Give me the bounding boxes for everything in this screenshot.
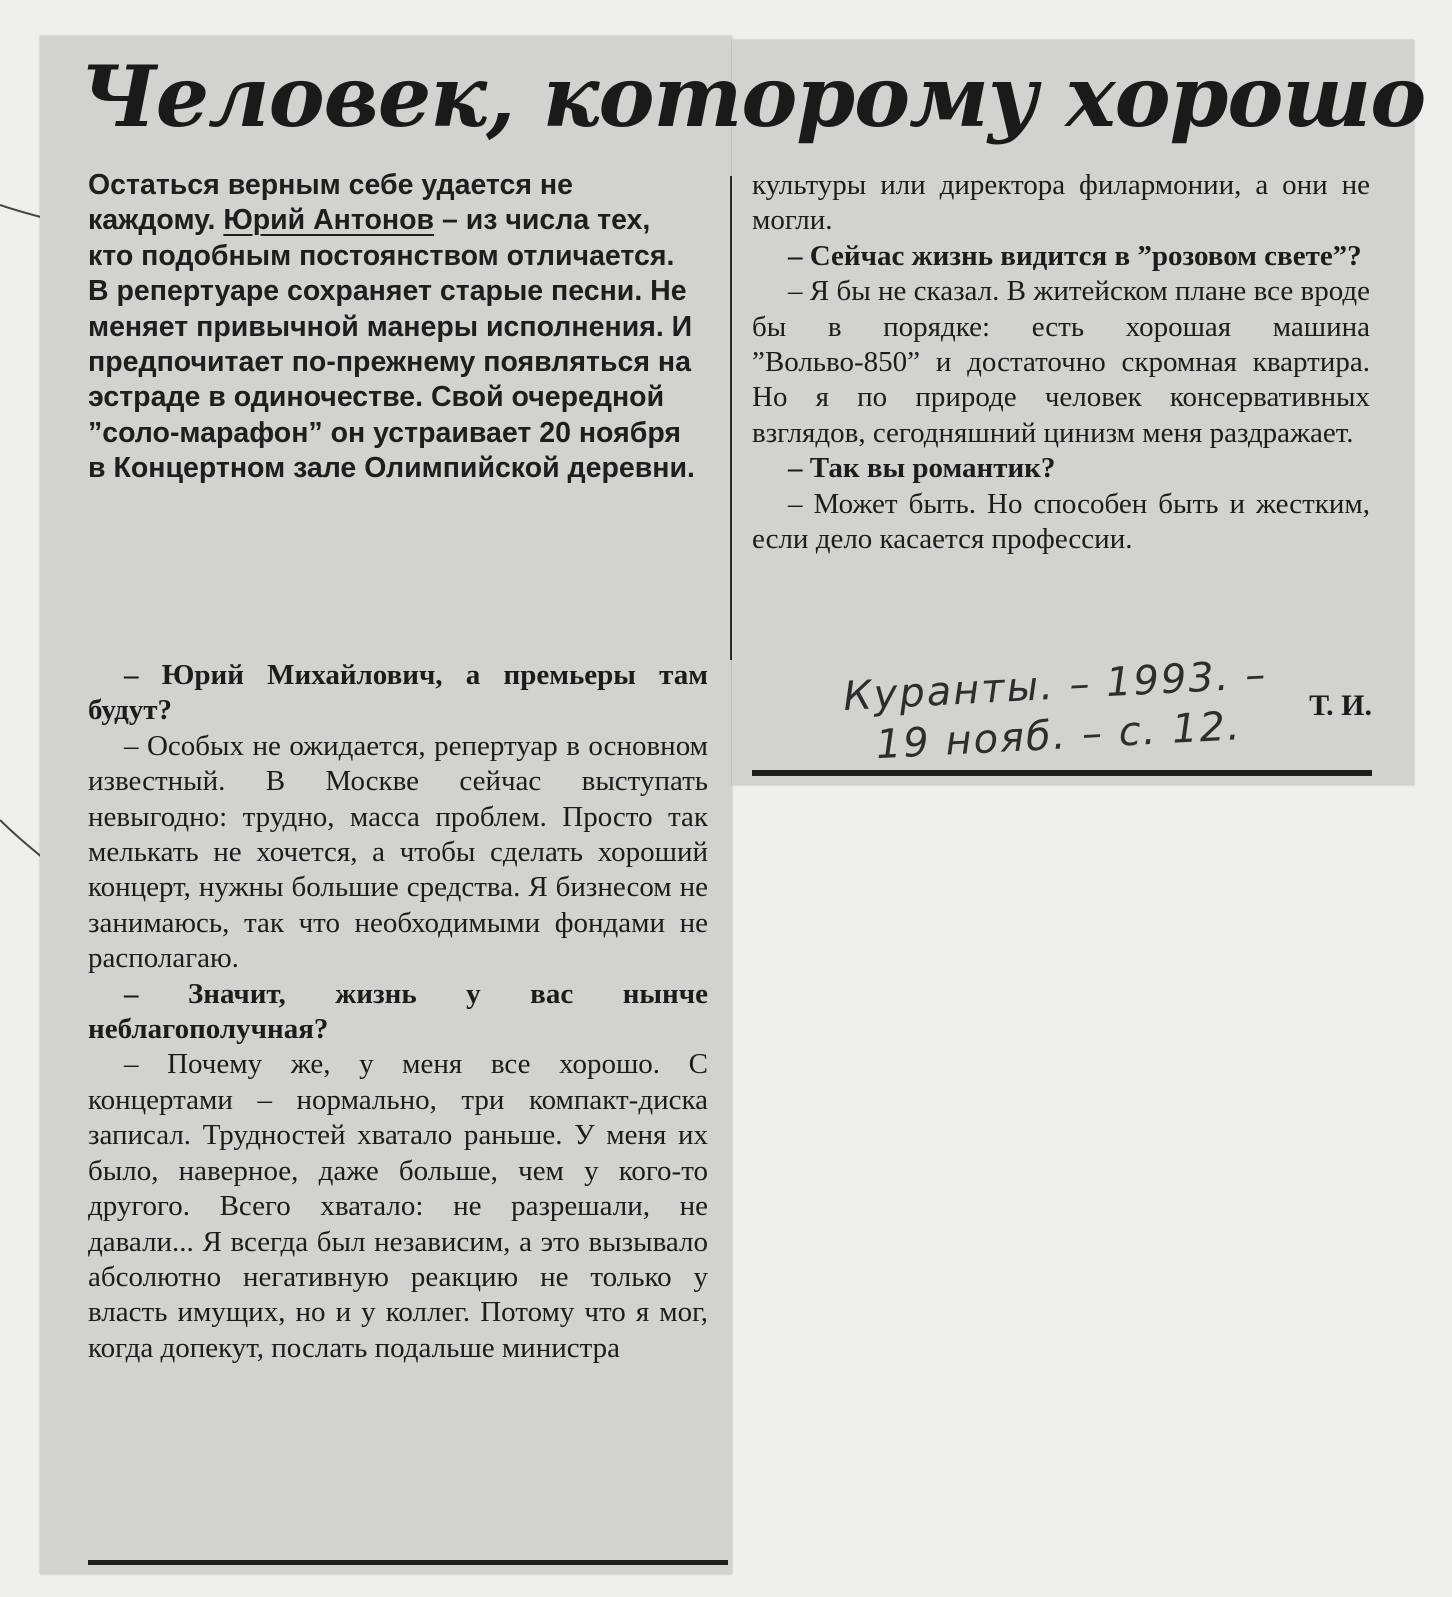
lead-text-before: Остаться верным себе удается не каждому.	[88, 169, 573, 237]
bottom-rule-left	[88, 1560, 728, 1565]
interview-question: – Так вы романтик?	[788, 452, 1056, 485]
lead-paragraph	[88, 168, 698, 487]
interview-continuation: культуры или директора филармонии, а они не могли.	[752, 169, 1370, 237]
right-column	[752, 168, 1370, 557]
interview-answer: – Я бы не сказал. В житейском плане все вроде бы в порядке: есть хорошая машина ”Вольво-850” и достаточно скромная квартира. Но я по природе человек консервативных взглядов, сегодняшний цинизм меня раздражает.	[752, 275, 1370, 449]
interview-question: – Сейчас жизнь видится в ”розовом свете”?	[788, 239, 1362, 272]
headline: Человек, которому хорошо	[80, 47, 1426, 146]
interview-answer: – Почему же, у меня все хорошо. С концертами – нормально, три компакт-диска записал. Трудностей хватало раньше. У меня их было, наверное, даже больше, чем у кого-то другого. Всего хватало: не разрешали, не давали... Я всегда был независим, а это вызывало абсолютно негативную реакцию не только у власть имущих, но и у коллег. Потому что я мог, когда допекут, послать подальше министра	[88, 1048, 708, 1364]
author-initials: Т. И.	[1309, 689, 1372, 722]
column-divider	[730, 176, 732, 660]
lead-underlined-name: Юрий Антонов	[223, 204, 435, 237]
handwritten-line-1: Куранты. – 1993. –	[842, 651, 1269, 720]
left-column	[88, 658, 708, 1366]
interview-question: – Юрий Михайлович, а премьеры там будут?	[88, 659, 708, 727]
interview-question: – Значит, жизнь у вас нынче неблагополучная?	[88, 977, 708, 1046]
handwritten-line-2: 19 нояб. – с. 12.	[874, 703, 1243, 769]
interview-answer: – Особых не ожидается, репертуар в основном известный. В Москве сейчас выступать невыгодно: трудно, масса проблем. Просто так мелькать не хочется, а чтобы сделать хороший концерт, нужны большие средства. Я бизнесом не занимаюсь, так что необходимыми фондами не располагаю.	[88, 729, 708, 975]
bottom-rule-right	[752, 770, 1372, 776]
interview-answer: – Может быть. Но способен быть и жестким, если дело касается профессии.	[752, 487, 1370, 556]
lead-text-after: – из числа тех, кто подобным постоянством отличается. В репертуаре сохраняет старые песни. Не меняет привычной манеры исполнения. И предпочитает по-прежнему появляться на эстраде в одиночестве. Свой очередной ”соло-марафон” он устраивает 20 ноября в Концертном зале Олимпийской деревни.	[88, 204, 695, 485]
